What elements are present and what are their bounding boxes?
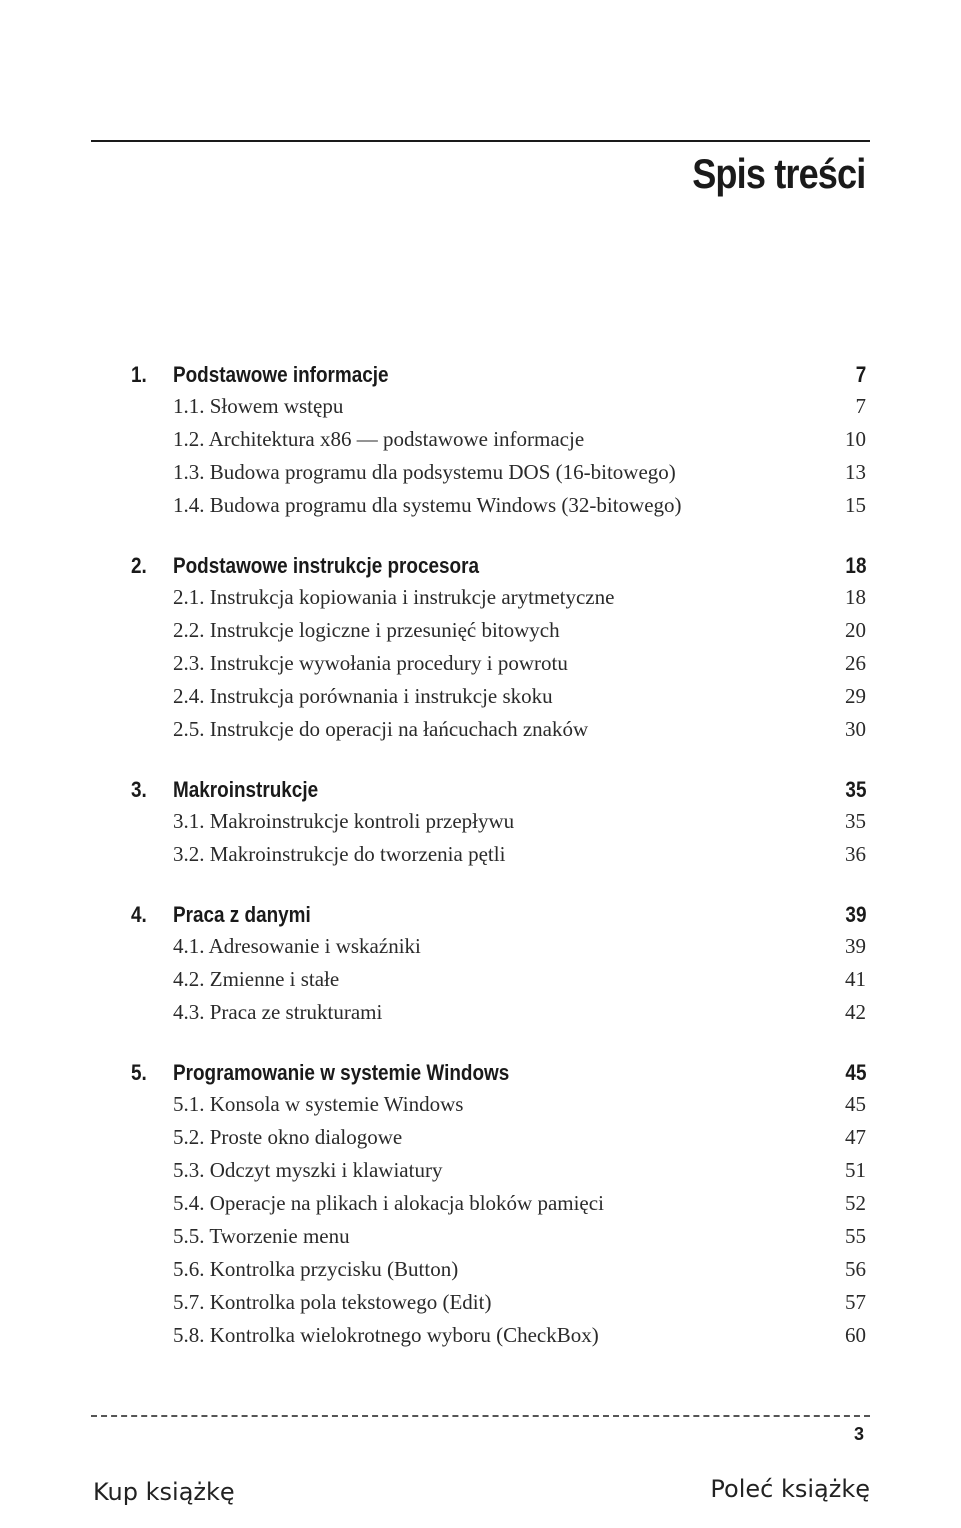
toc-section	[91, 1092, 866, 1125]
chapter-heading	[91, 1060, 866, 1092]
section-title: 5.2. Proste okno dialogowe	[173, 1125, 403, 1149]
chapter-number: 1.	[131, 362, 147, 387]
chapter-page: 39	[844, 902, 866, 927]
chapter-title: Podstawowe instrukcje procesora	[173, 553, 479, 578]
chapter-page: 7	[855, 362, 866, 387]
section-title: 2.5. Instrukcje do operacji na łańcuchach znaków	[173, 717, 589, 741]
chapter-heading	[91, 777, 866, 809]
chapter-heading	[91, 553, 866, 585]
section-title: 1.1. Słowem wstępu	[173, 394, 344, 418]
toc-chapter	[91, 1060, 866, 1356]
toc-section	[91, 1000, 866, 1033]
section-page: 35	[845, 809, 866, 833]
toc-section	[91, 394, 866, 427]
toc-section	[91, 1323, 866, 1356]
section-page: 56	[845, 1257, 866, 1281]
section-page: 36	[845, 842, 866, 866]
section-page: 13	[845, 460, 866, 484]
toc-chapter	[91, 362, 866, 526]
chapter-title: Makroinstrukcje	[173, 777, 319, 802]
toc-section	[91, 651, 866, 684]
section-title: 2.2. Instrukcje logiczne i przesunięć bitowych	[173, 618, 560, 642]
chapter-heading	[91, 362, 866, 394]
recommend-book-link[interactable]: Poleć książkę	[710, 1475, 870, 1503]
section-page: 29	[845, 684, 866, 708]
chapter-page: 35	[844, 777, 866, 802]
toc-section	[91, 809, 866, 842]
section-title: 4.1. Adresowanie i wskaźniki	[173, 934, 421, 958]
section-page: 15	[845, 493, 866, 517]
section-page: 26	[845, 651, 866, 675]
toc-chapter	[91, 902, 866, 1033]
chapter-heading	[91, 902, 866, 934]
toc-section	[91, 585, 866, 618]
section-title: 5.3. Odczyt myszki i klawiatury	[173, 1158, 443, 1182]
chapter-number: 5.	[131, 1060, 147, 1085]
toc-chapter	[91, 777, 866, 875]
section-title: 5.5. Tworzenie menu	[173, 1224, 350, 1248]
section-title: 4.2. Zmienne i stałe	[173, 967, 340, 991]
section-title: 5.7. Kontrolka pola tekstowego (Edit)	[173, 1290, 492, 1314]
section-title: 2.4. Instrukcja porównania i instrukcje skoku	[173, 684, 553, 708]
section-title: 5.8. Kontrolka wielokrotnego wyboru (CheckBox)	[173, 1323, 599, 1347]
section-title: 5.1. Konsola w systemie Windows	[173, 1092, 464, 1116]
toc-section	[91, 1257, 866, 1290]
chapter-title: Praca z danymi	[173, 902, 311, 927]
toc-section	[91, 1290, 866, 1323]
toc-section	[91, 684, 866, 717]
toc-section	[91, 427, 866, 460]
section-title: 2.3. Instrukcje wywołania procedury i powrotu	[173, 651, 568, 675]
toc-section	[91, 717, 866, 750]
section-page: 45	[845, 1092, 866, 1116]
section-title: 3.2. Makroinstrukcje do tworzenia pętli	[173, 842, 506, 866]
section-title: 1.4. Budowa programu dla systemu Windows (32-bitowego)	[173, 493, 682, 517]
toc-chapter	[91, 553, 866, 750]
section-page: 7	[855, 394, 866, 418]
section-page: 52	[845, 1191, 866, 1215]
header-rule	[91, 140, 870, 142]
chapter-number: 3.	[131, 777, 147, 802]
section-title: 5.6. Kontrolka przycisku (Button)	[173, 1257, 459, 1281]
section-page: 18	[845, 585, 866, 609]
section-page: 57	[845, 1290, 866, 1314]
chapter-page: 18	[844, 553, 866, 578]
section-page: 20	[845, 618, 866, 642]
section-page: 30	[845, 717, 866, 741]
toc-section	[91, 460, 866, 493]
section-page: 10	[845, 427, 866, 451]
table-of-contents	[91, 362, 866, 1383]
buy-book-link[interactable]: Kup książkę	[93, 1478, 235, 1506]
chapter-number: 2.	[131, 553, 147, 578]
section-title: 4.3. Praca ze strukturami	[173, 1000, 383, 1024]
section-title: 2.1. Instrukcja kopiowania i instrukcje arytmetyczne	[173, 585, 615, 609]
chapter-page: 45	[844, 1060, 866, 1085]
toc-section	[91, 934, 866, 967]
toc-section	[91, 1191, 866, 1224]
page-number: 3	[853, 1424, 864, 1444]
section-page: 55	[845, 1224, 866, 1248]
section-title: 1.3. Budowa programu dla podsystemu DOS (16-bitowego)	[173, 460, 676, 484]
section-page: 41	[845, 967, 866, 991]
toc-section	[91, 618, 866, 651]
section-title: 3.1. Makroinstrukcje kontroli przepływu	[173, 809, 515, 833]
toc-section	[91, 493, 866, 526]
section-title: 5.4. Operacje na plikach i alokacja bloków pamięci	[173, 1191, 604, 1215]
chapter-title: Podstawowe informacje	[173, 362, 389, 387]
section-page: 39	[845, 934, 866, 958]
toc-section	[91, 967, 866, 1000]
toc-section	[91, 1125, 866, 1158]
section-page: 60	[845, 1323, 866, 1347]
section-page: 42	[845, 1000, 866, 1024]
section-page: 51	[845, 1158, 866, 1182]
toc-section	[91, 842, 866, 875]
toc-section	[91, 1224, 866, 1257]
chapter-number: 4.	[131, 902, 147, 927]
footer-rule	[91, 1415, 870, 1417]
section-title: 1.2. Architektura x86 — podstawowe informacje	[173, 427, 585, 451]
section-page: 47	[845, 1125, 866, 1149]
page-title: Spis treści	[691, 150, 865, 197]
toc-section	[91, 1158, 866, 1191]
chapter-title: Programowanie w systemie Windows	[173, 1060, 510, 1085]
